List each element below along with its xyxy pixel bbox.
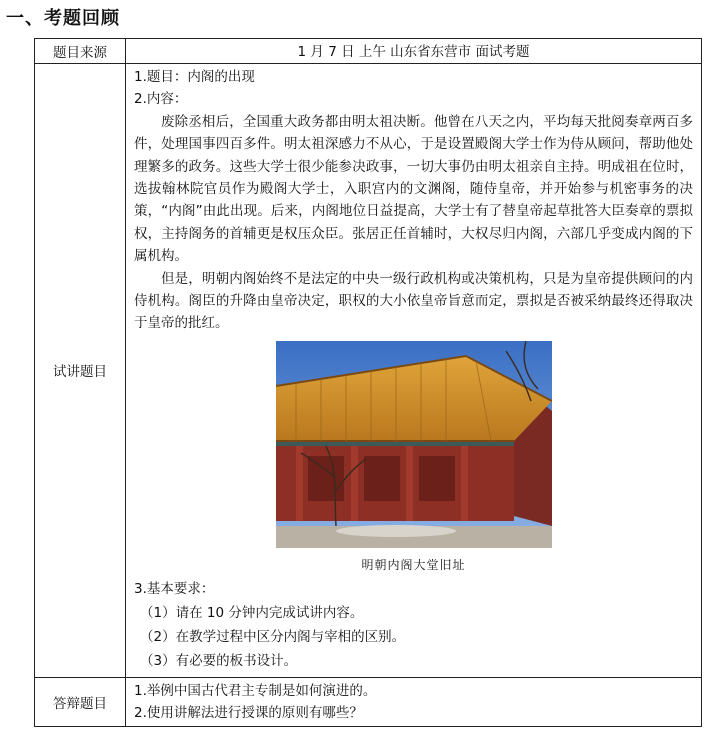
requirements-title: 3.基本要求：	[134, 581, 215, 598]
content-paragraph-1: 废除丞相后，全国重大政务都由明太祖决断。他曾在八天之内，平均每天批阅奏章两百多件，处理国事四百多件。明太祖深感力不从心，于是设置殿阁大学士作为侍从顾问，帮助他处理繁多的政务。这些大学士很少能参决政事，一切大事仍由明太祖亲自主持。明成祖在位时，选拔翰林院官员作为殿阁大学士，入职宫内的文渊阁，随侍皇帝，并开始参与机密事务的决策，“内阁”由此出现。后来，内阁地位日益提高，大学士有了替皇帝起草批答大臣奏章的票拟权，主持阁务的首辅更是权压众臣。张居正任首辅时，大权尽归内阁，六部几乎变成内阁的下属机构。	[134, 113, 693, 265]
figure	[134, 341, 693, 576]
source-row	[35, 39, 702, 64]
hall-photo	[276, 341, 552, 548]
lecture-label: 试讲题目	[35, 64, 126, 678]
requirement-1: （1）请在 10 分钟内完成试讲内容。	[140, 604, 364, 621]
lecture-row	[35, 64, 702, 678]
source-label: 题目来源	[35, 39, 126, 64]
requirement-2: （2）在教学过程中区分内阁与宰相的区别。	[140, 628, 406, 645]
source-value: 1 月 7 日 上午 山东省东营市 面试考题	[126, 39, 702, 64]
requirement-3: （3）有必要的板书设计。	[140, 652, 298, 669]
exam-table	[34, 38, 702, 727]
defense-label: 答辩题目	[35, 677, 126, 726]
content-paragraph-2: 但是，明朝内阁始终不是法定的中央一级行政机构或决策机构，只是为皇帝提供顾问的内侍机构。阁臣的升降由皇帝决定，职权的大小依皇帝旨意而定，票拟是否被采纳最终还得取决于皇帝的批红。	[134, 270, 693, 332]
lecture-content	[126, 64, 702, 678]
defense-question-2: 2.使用讲解法进行授课的原则有哪些？	[134, 704, 363, 721]
lecture-title: 1.题目：内阁的出现	[134, 69, 255, 85]
defense-question-1: 1.举例中国古代君主专制是如何演进的。	[134, 682, 377, 699]
content-label: 2.内容：	[134, 91, 188, 108]
image-caption: 明朝内阁大堂旧址	[361, 557, 466, 572]
defense-content	[126, 677, 702, 726]
defense-row	[35, 677, 702, 726]
section-heading: 一、考题回顾	[6, 8, 120, 29]
